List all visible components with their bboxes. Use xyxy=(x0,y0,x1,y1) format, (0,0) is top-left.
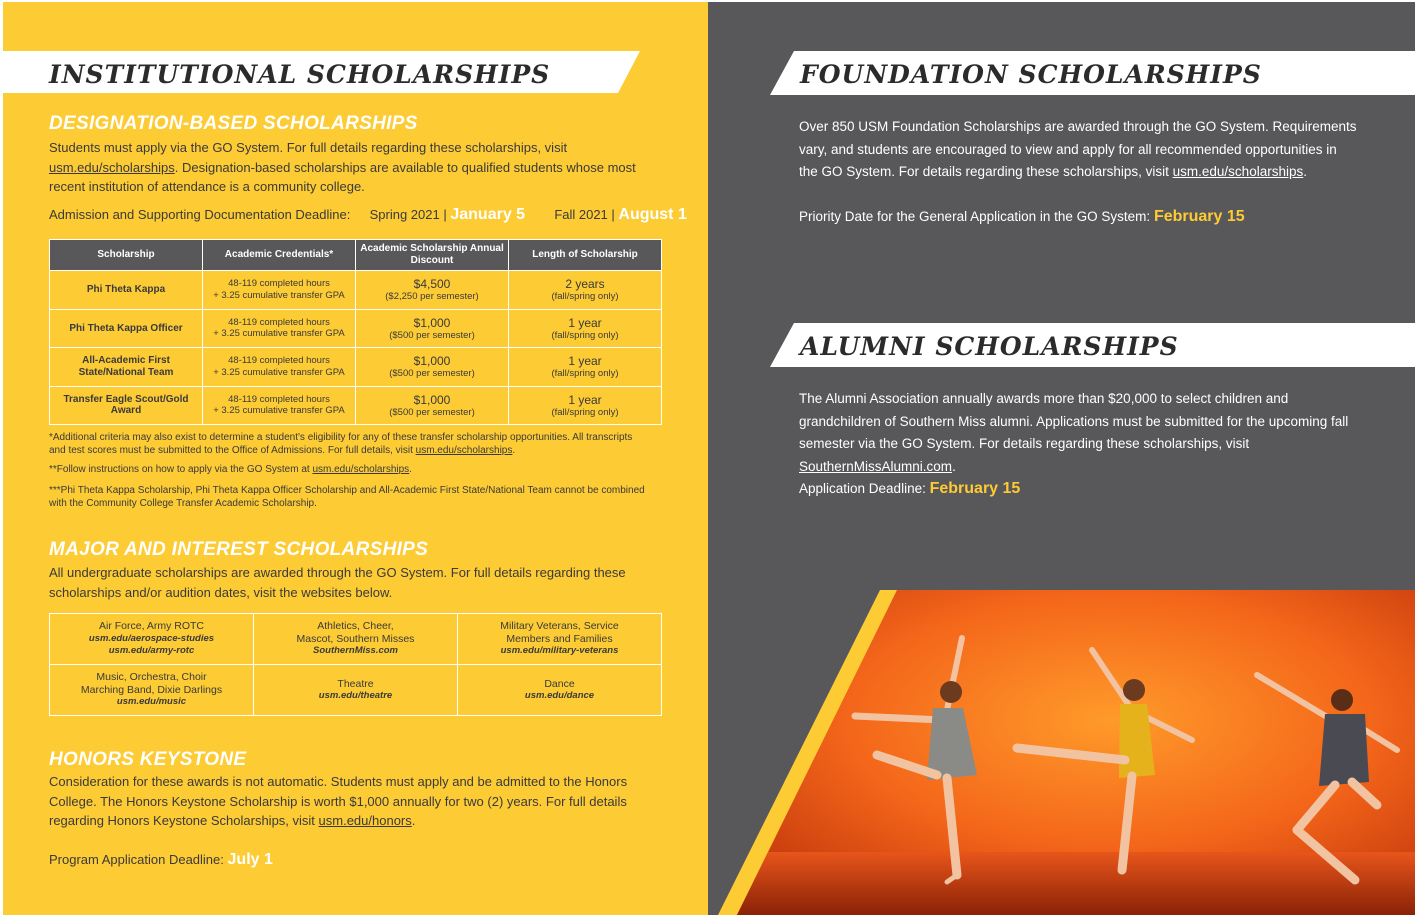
footnote-2-end: . xyxy=(409,464,412,475)
discount-cell xyxy=(356,386,509,425)
major-cell-url[interactable]: usm.edu/aerospace-studies xyxy=(88,632,215,644)
length-cell xyxy=(509,348,662,387)
major-cell xyxy=(50,665,254,716)
col-header-length: Length of Scholarship xyxy=(509,240,662,271)
institutional-title: INSTITUTIONAL SCHOLARSHIPS xyxy=(49,60,551,89)
major-cell-label: Athletics, Cheer, xyxy=(317,620,394,633)
length-term: (fall/spring only) xyxy=(551,291,619,302)
designation-deadline xyxy=(49,206,687,224)
major-cell xyxy=(458,665,662,716)
length-value: 1 year xyxy=(568,354,602,368)
length-term: (fall/spring only) xyxy=(551,406,619,418)
major-cell-url[interactable]: usm.edu/military-veterans xyxy=(500,645,619,657)
table-row xyxy=(50,271,662,310)
credential-hours: 48-119 completed hours xyxy=(228,355,330,367)
major-cell-label: Dance xyxy=(544,677,575,690)
credential-gpa: + 3.25 cumulative transfer GPA xyxy=(213,289,345,301)
credential-hours: 48-119 completed hours xyxy=(228,316,330,328)
deadline-label: Admission and Supporting Documentation Deadline: xyxy=(49,207,351,222)
alumni-deadline-label: Application Deadline: xyxy=(799,481,926,496)
honors-heading: HONORS KEYSTONE xyxy=(49,749,247,770)
alumni-paragraph xyxy=(799,388,1359,478)
scholarship-name: Phi Theta Kappa Officer xyxy=(50,309,203,348)
foundation-text-end: . xyxy=(1303,164,1307,179)
footnote-1 xyxy=(49,432,649,457)
footnote-2-text: **Follow instructions on how to apply via the GO System at xyxy=(49,464,313,475)
fall-date: August 1 xyxy=(618,206,687,223)
major-cell-label-2: Members and Families xyxy=(506,632,613,645)
foundation-text: Over 850 USM Foundation Scholarships are awarded through the GO System. Requirements vary, and students are encouraged to view and apply for all recommended opportunities in the GO System. For details regarding these scholarships, visit xyxy=(799,119,1357,179)
discount-cell xyxy=(356,309,509,348)
major-cell-label: Music, Orchestra, Choir xyxy=(96,671,207,684)
length-value: 1 year xyxy=(568,315,602,330)
spring-date: January 5 xyxy=(450,206,526,223)
col-header-discount: Academic Scholarship Annual Discount xyxy=(356,240,509,271)
designation-text: Students must apply via the GO System. For full details regarding these scholarships, visit xyxy=(49,140,568,155)
col-header-credentials: Academic Credentials* xyxy=(203,240,356,271)
alumni-text: The Alumni Association annually awards more than $20,000 to select children and grandchildren of Southern Miss alumni. Applications must be submitted for the upcoming fall semester via the GO System. For details regarding these scholarships, visit xyxy=(799,391,1349,451)
discount-amount: $1,000 xyxy=(413,315,451,330)
major-cell-label: Military Veterans, Service xyxy=(500,620,619,633)
foundation-link[interactable]: usm.edu/scholarships xyxy=(1172,164,1304,179)
major-cell-label-2: Mascot, Southern Misses xyxy=(296,632,415,645)
discount-per-semester: ($2,250 per semester) xyxy=(385,291,479,302)
table-row xyxy=(50,309,662,348)
major-cell xyxy=(458,614,662,665)
credential-gpa: + 3.25 cumulative transfer GPA xyxy=(213,328,345,340)
major-cell-label-2: Marching Band, Dixie Darlings xyxy=(80,683,223,696)
major-cell-url[interactable]: usm.edu/theatre xyxy=(318,690,393,701)
length-term: (fall/spring only) xyxy=(551,329,619,341)
credential-hours: 48-119 completed hours xyxy=(228,278,330,290)
honors-deadline xyxy=(49,851,273,869)
major-cell-label: Air Force, Army ROTC xyxy=(98,620,204,633)
footnote-3: ***Phi Theta Kappa Scholarship, Phi Theta Kappa Officer Scholarship and All-Academic First State/National Team cannot be combined with the Community College Transfer Academic Scholarship. xyxy=(49,485,645,509)
scholarship-name: Phi Theta Kappa xyxy=(50,271,203,310)
discount-per-semester: ($500 per semester) xyxy=(389,368,475,379)
alumni-deadline xyxy=(799,480,1020,498)
major-heading: MAJOR AND INTEREST SCHOLARSHIPS xyxy=(49,539,429,560)
discount-cell xyxy=(356,348,509,387)
credential-gpa: + 3.25 cumulative transfer GPA xyxy=(213,366,345,378)
major-cell-url-2[interactable]: usm.edu/army-rotc xyxy=(108,645,195,657)
footnote-1-link[interactable]: usm.edu/scholarships xyxy=(415,444,513,456)
col-header-scholarship: Scholarship xyxy=(50,240,203,271)
left-page xyxy=(3,2,708,915)
table-header-row xyxy=(50,240,662,271)
credential-gpa: + 3.25 cumulative transfer GPA xyxy=(213,405,345,417)
major-cell-label: Theatre xyxy=(337,677,374,690)
table-row xyxy=(50,386,662,425)
credentials-cell xyxy=(203,309,356,348)
major-cell xyxy=(254,665,458,716)
major-intro: All undergraduate scholarships are awarded through the GO System. For full details regarding these scholarships and/or audition dates, visit the websites below. xyxy=(49,565,626,600)
length-cell xyxy=(509,271,662,310)
discount-cell xyxy=(356,271,509,310)
honors-deadline-date: July 1 xyxy=(227,851,273,868)
alumni-deadline-date: February 15 xyxy=(929,480,1021,497)
foundation-deadline xyxy=(799,208,1245,226)
credentials-cell xyxy=(203,271,356,310)
major-cell xyxy=(50,614,254,665)
length-term: (fall/spring only) xyxy=(551,368,619,379)
foundation-deadline-date: February 15 xyxy=(1153,208,1245,225)
discount-amount: $4,500 xyxy=(413,277,451,291)
fall-label: Fall 2021 | xyxy=(554,207,615,222)
designation-text-2: . Designation-based scholarships are available to qualified students whose most recent institution of attendance is a community college. xyxy=(49,159,636,194)
major-cell-url[interactable]: usm.edu/dance xyxy=(524,690,595,701)
discount-per-semester: ($500 per semester) xyxy=(389,406,475,418)
alumni-link[interactable]: SouthernMissAlumni.com xyxy=(799,458,953,474)
credentials-cell xyxy=(203,348,356,387)
foundation-title: FOUNDATION SCHOLARSHIPS xyxy=(800,60,1262,89)
foundation-deadline-label: Priority Date for the General Application in the GO System: xyxy=(799,209,1151,224)
major-interest-table xyxy=(49,613,662,716)
footnote-2-link[interactable]: usm.edu/scholarships xyxy=(312,464,410,475)
length-cell xyxy=(509,309,662,348)
scholarships-link[interactable]: usm.edu/scholarships xyxy=(49,159,175,175)
major-cell-url[interactable]: SouthernMiss.com xyxy=(313,645,398,657)
designation-heading: DESIGNATION-BASED SCHOLARSHIPS xyxy=(49,113,418,134)
major-cell xyxy=(254,614,458,665)
table-row xyxy=(50,614,662,665)
credentials-cell xyxy=(203,386,356,425)
scholarship-name: Transfer Eagle Scout/Gold Award xyxy=(50,386,203,425)
honors-link[interactable]: usm.edu/honors xyxy=(318,813,412,828)
table-row xyxy=(50,348,662,387)
honors-paragraph xyxy=(49,772,659,831)
major-cell-url[interactable]: usm.edu/music xyxy=(116,696,187,708)
alumni-text-end: . xyxy=(952,458,956,474)
scholarship-name: All-Academic First State/National Team xyxy=(50,348,203,387)
footnote-2 xyxy=(49,464,649,477)
discount-amount: $1,000 xyxy=(413,354,451,368)
honors-text: Consideration for these awards is not automatic. Students must apply and be admitted to the Honors College. The Honors Keystone Scholarship is worth $1,000 annually for two (2) years. For full details regarding Honors Keystone Scholarships, visit xyxy=(49,774,628,828)
footnote-1-end: . xyxy=(512,444,516,456)
credential-hours: 48-119 completed hours xyxy=(228,393,330,405)
length-value: 1 year xyxy=(568,392,602,407)
foundation-paragraph xyxy=(799,116,1359,184)
designation-scholarship-table xyxy=(49,239,662,425)
discount-amount: $1,000 xyxy=(413,392,451,407)
length-cell xyxy=(509,386,662,425)
table-row xyxy=(50,665,662,716)
footnote-1-text: *Additional criteria may also exist to determine a student's eligibility for any of these transfer scholarship opportunities. All transcripts and test scores must be submitted to the Office of Admissions. For full details, visit xyxy=(49,432,633,456)
honors-text-end: . xyxy=(411,813,416,828)
alumni-title: ALUMNI SCHOLARSHIPS xyxy=(800,332,1179,361)
spring-label: Spring 2021 | xyxy=(369,207,447,222)
honors-deadline-label: Program Application Deadline: xyxy=(49,852,224,867)
discount-per-semester: ($500 per semester) xyxy=(389,329,475,341)
length-value: 2 years xyxy=(565,277,605,291)
designation-paragraph xyxy=(49,138,649,197)
